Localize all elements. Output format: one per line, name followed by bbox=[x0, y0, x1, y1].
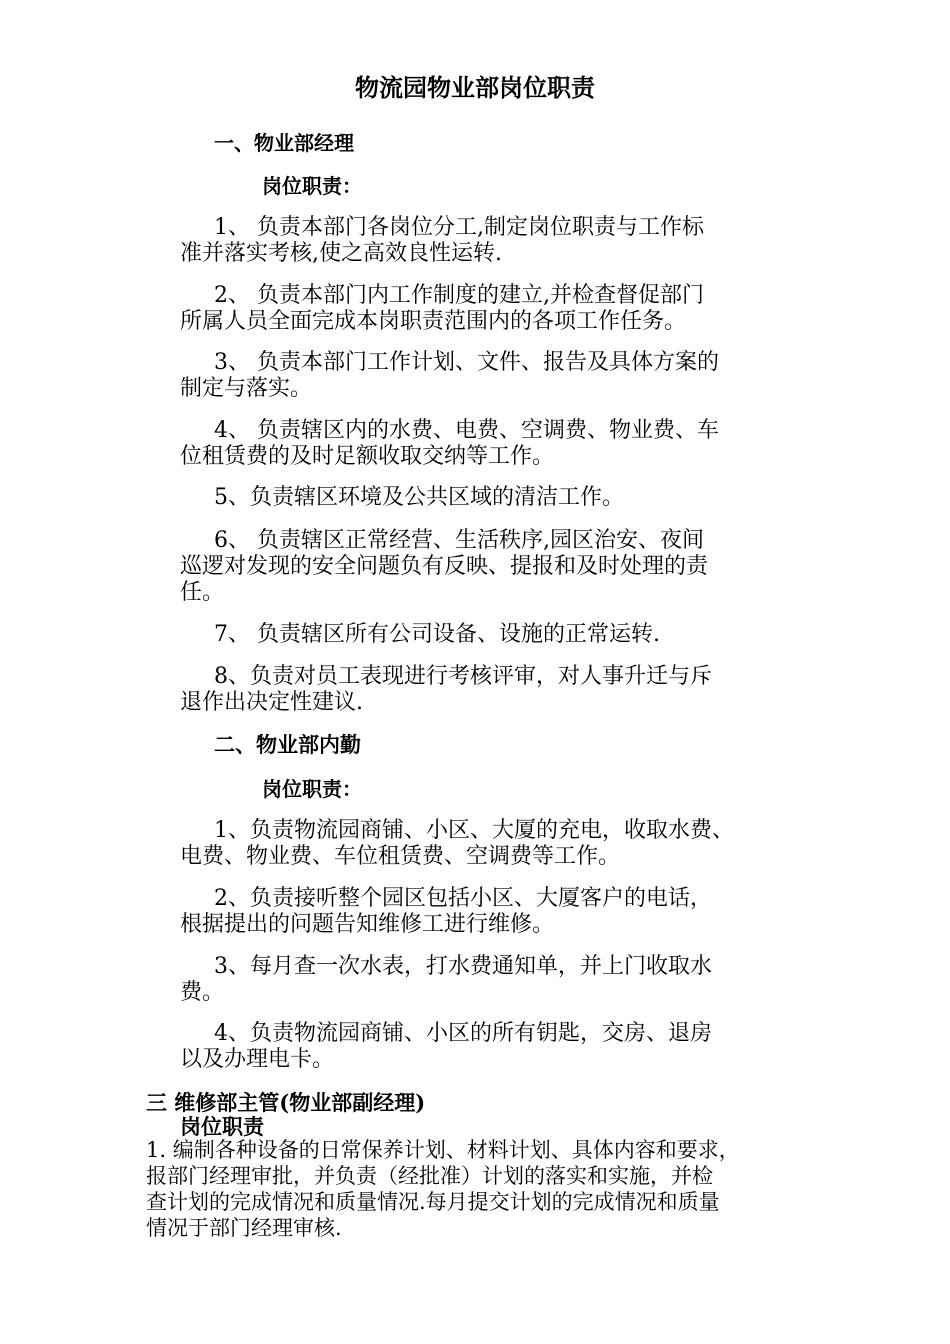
duty-line: 报部门经理审批，并负责（经批准）计划的落实和实施，并检 bbox=[146, 1164, 713, 1188]
duty-line: 3、 负责本部门工作计划、文件、报告及具体方案的 bbox=[214, 350, 719, 375]
duty-line: 根据提出的问题告知维修工进行维修。 bbox=[180, 912, 555, 937]
duty-line: 查计划的完成情况和质量情况.每月提交计划的完成情况和质量 bbox=[146, 1190, 720, 1214]
duty-line: 2、 负责本部门内工作制度的建立,并检查督促部门 bbox=[214, 283, 704, 308]
duty-line: 4、负责物流园商铺、小区的所有钥匙，交房、退房 bbox=[214, 1021, 712, 1046]
duty-line: 位租赁费的及时足额收取交纳等工作。 bbox=[180, 444, 555, 469]
duty-line: 8、负责对员工表现进行考核评审，对人事升迁与斥 bbox=[214, 664, 712, 689]
duty-line: 3、每月查一次水表，打水费通知单，并上门收取水 bbox=[214, 954, 712, 979]
duty-line: 5、负责辖区环境及公共区域的清洁工作。 bbox=[214, 485, 624, 510]
duty-line: 7、 负责辖区所有公司设备、设施的正常运转. bbox=[214, 622, 660, 647]
duty-line: 以及办理电卡。 bbox=[180, 1047, 335, 1072]
page-title: 物流园物业部岗位职责 bbox=[355, 73, 595, 102]
duty-line: 情况于部门经理审核. bbox=[146, 1216, 342, 1240]
duty-line: 1、负责物流园商铺、小区、大厦的充电，收取水费、 bbox=[214, 818, 734, 843]
duty-line: 6、 负责辖区正常经营、生活秩序,园区治安、夜间 bbox=[214, 528, 704, 553]
duty-line: 巡逻对发现的安全问题负有反映、提报和及时处理的责 bbox=[180, 554, 709, 579]
duty-line: 准并落实考核,使之高效良性运转. bbox=[180, 241, 502, 266]
duty-line: 1、 负责本部门各岗位分工,制定岗位职责与工作标 bbox=[214, 215, 704, 240]
section-heading-clerk: 二、物业部内勤 bbox=[214, 732, 361, 757]
section-heading-maintenance: 三 维修部主管(物业部副经理) bbox=[146, 1090, 426, 1115]
duty-line: 费。 bbox=[180, 980, 225, 1005]
section-subheading: 岗位职责： bbox=[262, 174, 362, 198]
section-subheading: 岗位职责 bbox=[180, 1114, 264, 1139]
duty-line: 电费、物业费、车位租赁费、空调费等工作。 bbox=[180, 844, 621, 869]
duty-line: 任。 bbox=[180, 580, 225, 605]
duty-line: 1. 编制各种设备的日常保养计划、材料计划、具体内容和要求， bbox=[146, 1138, 740, 1162]
duty-line: 2、负责接听整个园区包括小区、大厦客户的电话， bbox=[214, 886, 712, 911]
section-heading-manager: 一、物业部经理 bbox=[214, 131, 354, 155]
duty-line: 所属人员全面完成本岗职责范围内的各项工作任务。 bbox=[180, 309, 687, 334]
duty-line: 制定与落实。 bbox=[180, 376, 313, 401]
duty-line: 4、 负责辖区内的水费、电费、空调费、物业费、车 bbox=[214, 418, 719, 443]
section-subheading: 岗位职责： bbox=[262, 777, 362, 801]
duty-line: 退作出决定性建议. bbox=[180, 690, 363, 715]
